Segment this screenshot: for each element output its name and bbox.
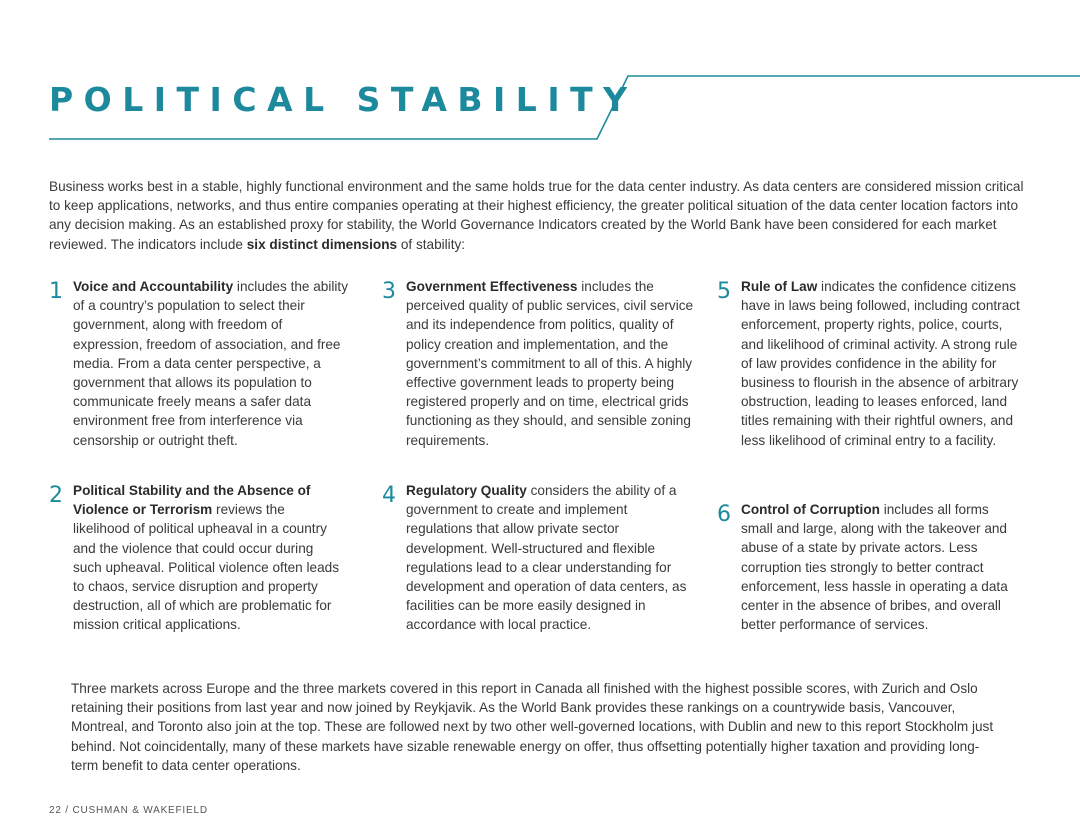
dimension-number: 5 (717, 279, 731, 304)
dimension-government-effectiveness (382, 277, 697, 450)
intro-emphasis: six distinct dimensions (246, 236, 398, 252)
dimension-heading: Government Effectiveness (406, 279, 578, 294)
dimension-number: 4 (382, 483, 396, 508)
dimension-text (73, 277, 351, 450)
dimension-heading: Rule of Law (741, 279, 818, 294)
dimension-body: includes the perceived quality of public services, civil service and its independence from politics, quality of policy creation and implementation, and the government’s commitment to all of this. A highly effective government leads to property being registered properly and on time, electrical grids functioning as they should, and sensible zoning requirements. (406, 279, 694, 448)
dimension-heading: Control of Corruption (741, 502, 880, 517)
dimension-number: 3 (382, 279, 396, 304)
dimension-body: reviews the likelihood of political upheaval in a country and the violence that could occur during such upheaval. Political violence often leads to chaos, service disruption and property destruction, all of which are problematic for mission critical applications. (73, 502, 340, 633)
page-footer: 22 / CUSHMAN & WAKEFIELD (49, 805, 208, 816)
dimension-text (741, 500, 1022, 634)
dimension-body: includes the ability of a country’s population to select their government, along with freedom of expression, freedom of association, and free media. From a data center perspective, a government that allows its population to communicate freely means a safer data environment free from interference via censorship or outright theft. (73, 279, 348, 448)
title-underline-rule (0, 0, 1080, 150)
intro-text: Business works best in a stable, highly functional environment and the same holds true for the data center industry. As data centers are considered mission critical to keep applications, networks, and thus entire companies operating at their highest efficiency, the greater political situation of the data center location factors into any decision making. As an established proxy for stability, the World Governance Indicators created by the World Bank have been considered for each market reviewed. The indicators include (49, 179, 1024, 252)
dimension-body: considers the ability of a government to create and implement regulations that allow private sector development. Well-structured and flexible regulations lead to a clear understanding for development and operation of data centers, as facilities can be more easily designed in accordance with local practice. (406, 483, 687, 633)
dimension-control-of-corruption (717, 500, 1022, 634)
dimension-number: 2 (49, 483, 63, 508)
intro-paragraph (49, 177, 1024, 254)
dimension-body: indicates the confidence citizens have in laws being followed, including contract enforcement, property rights, police, courts, and likelihood of criminal activity. A strong rule of law provides confidence in the ability for business to flourish in the absence of arbitrary obstruction, leading to leases enforced, land titles remaining with their rightful owners, and less likelihood of criminal entry to a facility. (741, 279, 1020, 448)
dimension-heading: Voice and Accountability (73, 279, 234, 294)
dimension-political-stability (49, 481, 349, 635)
dimension-heading: Regulatory Quality (406, 483, 527, 498)
page-title: POLITICAL STABILITY (49, 80, 638, 119)
dimension-text (741, 277, 1021, 450)
intro-text-end: of stability: (397, 236, 466, 252)
dimension-text (73, 481, 345, 635)
dimension-text (406, 277, 696, 450)
dimension-voice-accountability (49, 277, 349, 450)
dimension-number: 1 (49, 279, 63, 304)
dimension-body: includes all forms small and large, along with the takeover and abuse of a state by private actors. Less corruption ties strongly to better contract enforcement, less hassle in operating a data center in the absence of bribes, and overall better performance of services. (741, 502, 1008, 633)
dimension-regulatory-quality (382, 481, 697, 635)
dimension-number: 6 (717, 502, 731, 527)
dimension-heading: Political Stability and the Absence of Violence or Terrorism (73, 483, 311, 518)
closing-paragraph: Three markets across Europe and the three markets covered in this report in Canada all finished with the highest possible scores, with Zurich and Oslo retaining their positions from last year and now joined by Reykjavik. As the World Bank provides these rankings on a countrywide basis, Vancouver, Montreal, and Toronto also join at the top. These are followed next by two other well-governed locations, with Dublin and new to this report Stockholm just behind. Not coincidentally, many of these markets have sizable renewable energy on offer, thus offsetting potentially higher taxation and providing long-term benefit to data center operations. (71, 681, 994, 773)
dimension-rule-of-law (717, 277, 1022, 450)
dimension-text (406, 481, 696, 635)
